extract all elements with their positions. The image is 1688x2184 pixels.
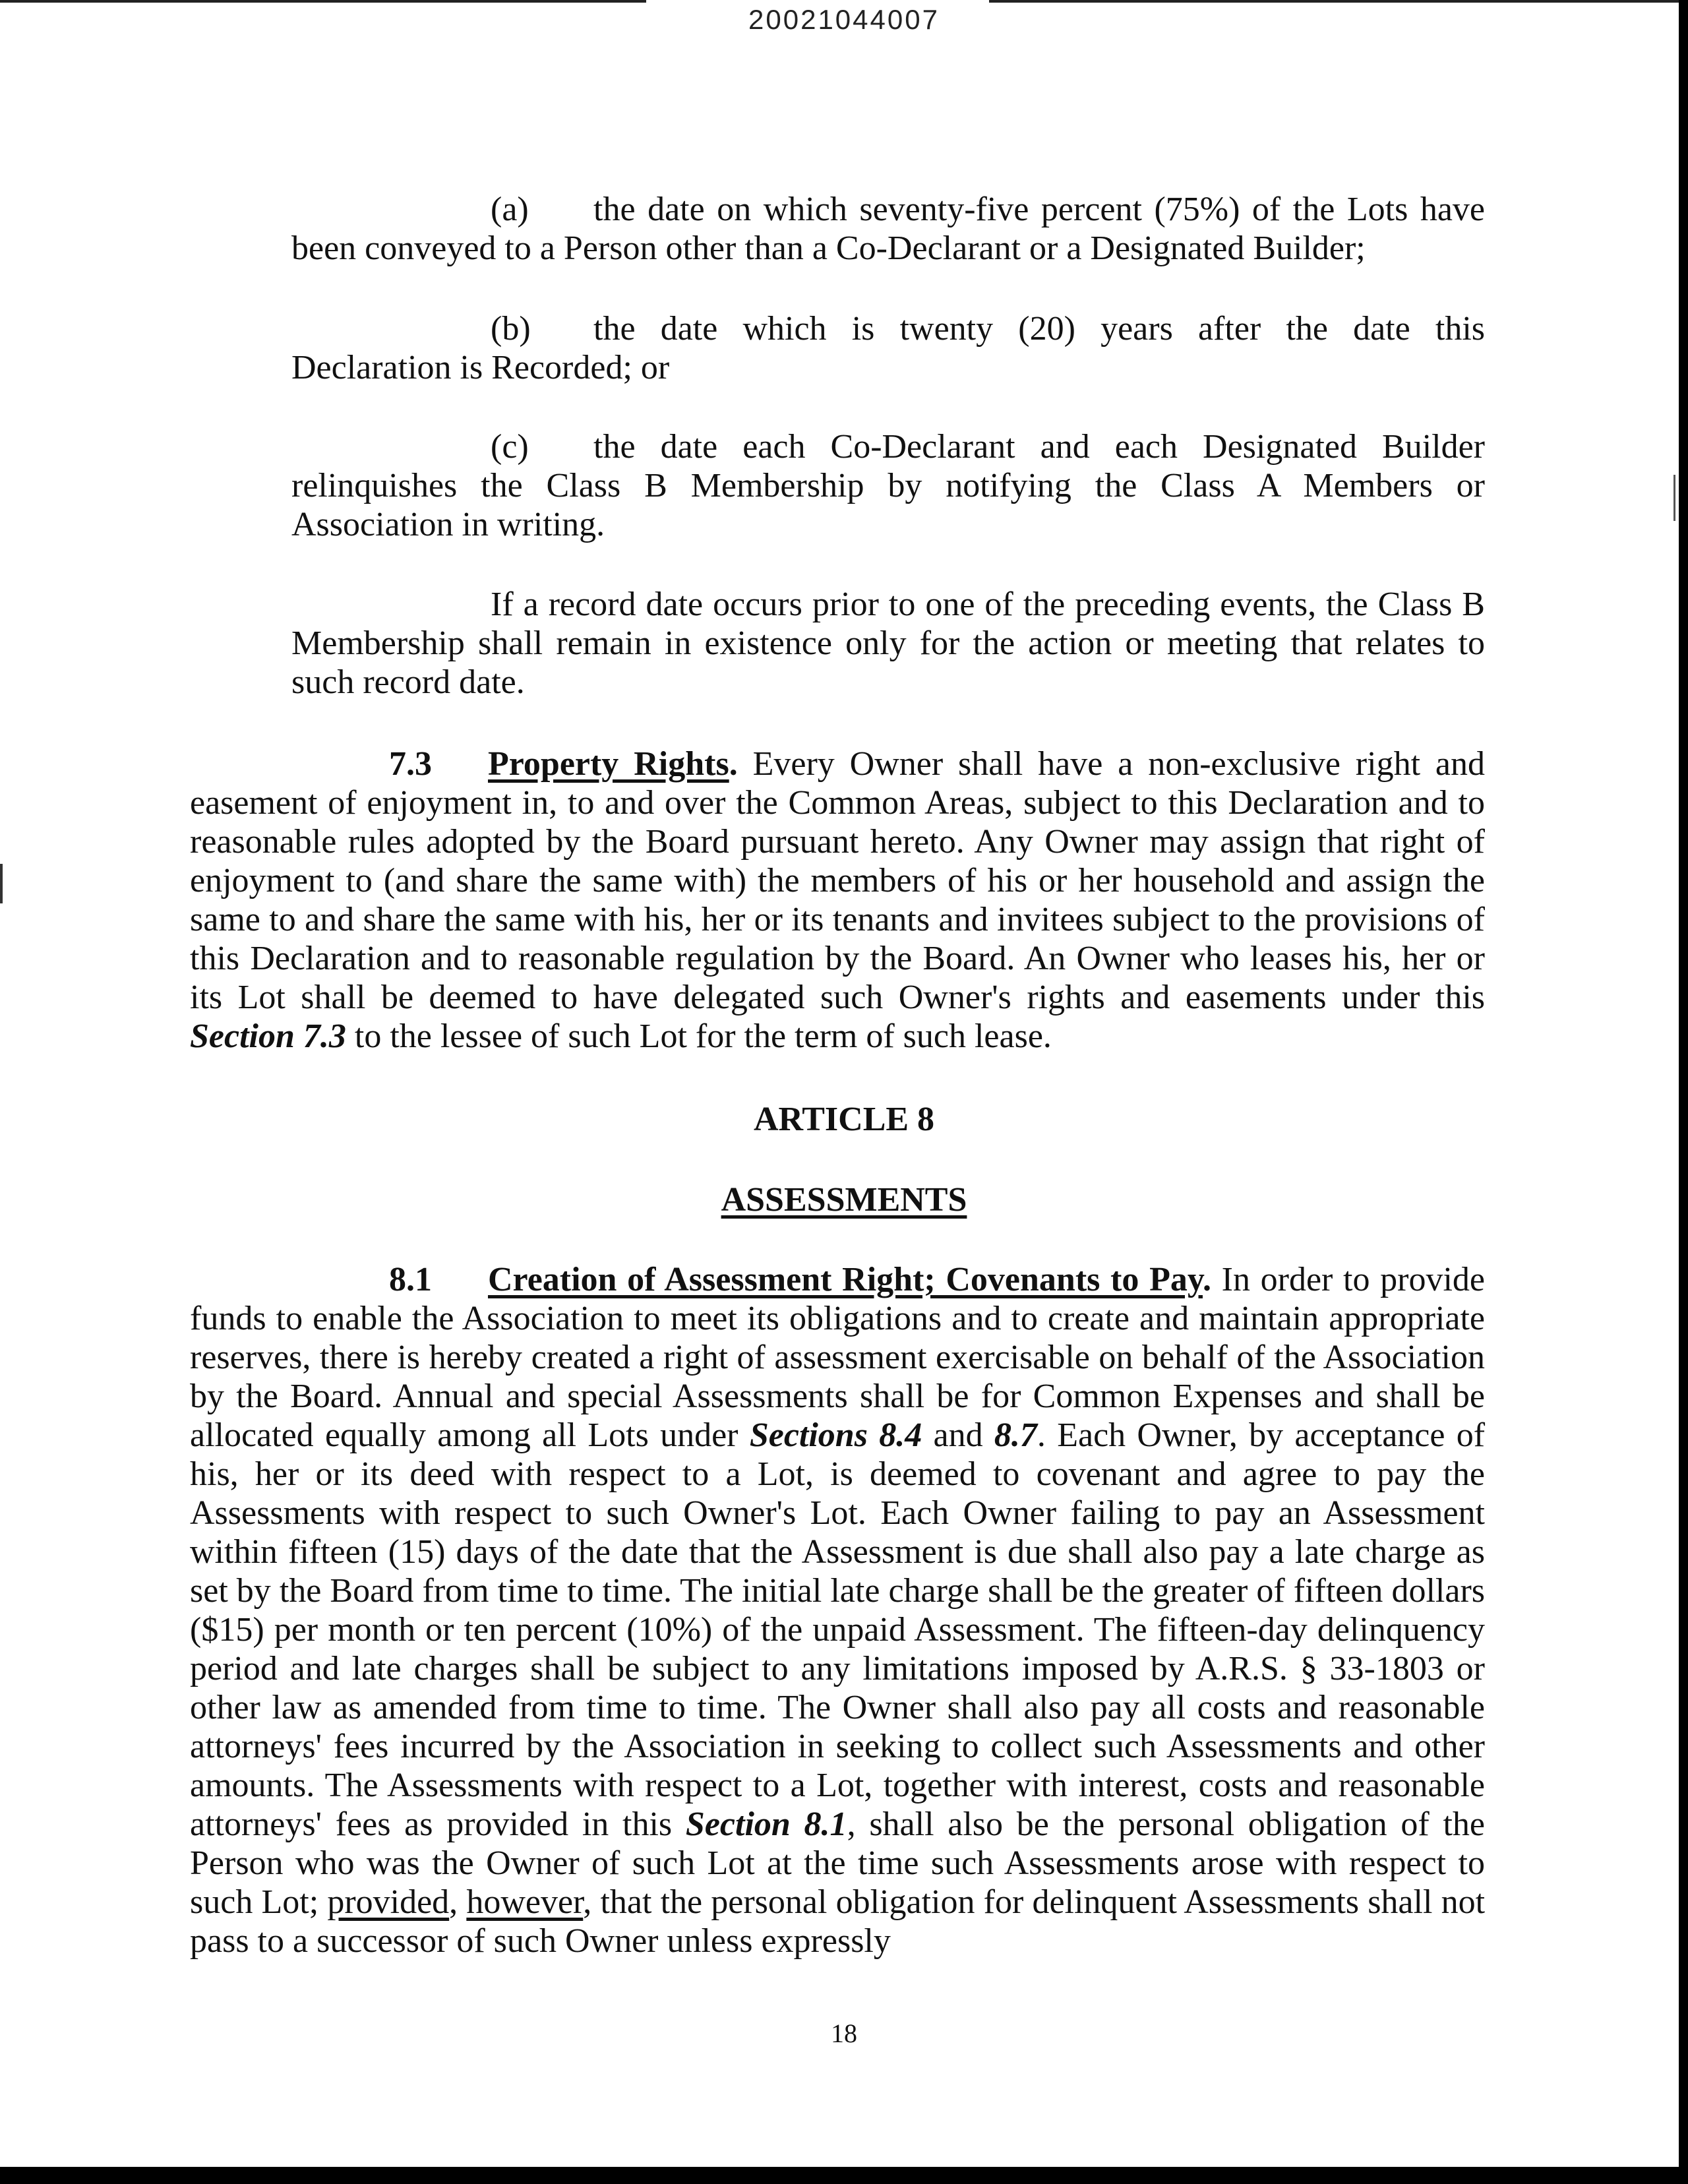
scan-right-border xyxy=(1679,0,1688,2184)
scan-top-rule-right xyxy=(989,0,1688,3)
page-number: 18 xyxy=(831,2018,857,2048)
section-8-1: 8.1 Creation of Assessment Right; Covenants to Pay. In order to provide funds to enable the Association to meet its obligations and to create and maintain appropriate reserves, there is hereby created a right of assessment exercisable on behalf of the Association by the Board. Annual and special Assessments shall be for Common Expenses and shall be allocated equally among all Lots under Sections 8.4 and 8.7. Each Owner, by acceptance of his, her or its deed with respect to a Lot, is deemed to covenant and agree to pay the Assessments with respect to such Owner's Lot. Each Owner failing to pay an Assessment within fifteen (15) days of the date that the Assessment is due shall also pay a late charge as set by the Board from time to time. The initial late charge shall be the greater of fifteen dollars ($15) per month or ten percent (10%) of the unpaid Assessment. The fifteen-day delinquency period and late charges shall be subject to any limitations imposed by A.R.S. § 33-1803 or other law as amended from time to time. The Owner shall also pay all costs and reasonable attorneys' fees incurred by the Association in seeking to collect such Assessments and other amounts. The Assessments with respect to a Lot, together with interest, costs and reasonable attorneys' fees as provided in this Section 8.1, shall also be the personal obligation of the Person who was the Owner of such Lot at the time such Assessments arose with respect to such Lot; provided, however, that the personal obligation for delinquent Assessments shall not pass to a successor of such Owner unless expressly xyxy=(190,1261,1486,1960)
scan-artifact-mark xyxy=(0,864,3,903)
article-title-wrap xyxy=(0,1180,1688,1219)
emphasis-provided: provided xyxy=(327,1883,450,1921)
record-date-paragraph xyxy=(291,585,1485,702)
item-text: the date which is twenty (20) years after the date this Declaration is Recorded; or xyxy=(291,310,1485,386)
conjunction: and xyxy=(933,1416,983,1454)
section-reference: Section 7.3 xyxy=(190,1017,346,1055)
scan-top-rule-left xyxy=(0,0,646,3)
section-text: to the lessee of such Lot for the term of such lease. xyxy=(354,1017,1052,1055)
item-text: the date on which seventy-five percent (75%) of the Lots have been conveyed to a Person other than a Co-Declarant or a Designated Builder; xyxy=(291,191,1485,267)
section-text: Each Owner, by acceptance of his, her or its deed with respect to a Lot, is deemed to covenant and agree to pay the Assessments with respect to such Owner's Lot. Each Owner failing to pay an Assessment within fifteen (15) days of the date that the Assessment is due shall also pay a late charge as set by the Board from time to time. The initial late charge shall be the greater of fifteen dollars ($15) per month or ten percent (10%) of the unpaid Assessment. The fifteen-day delinquency period and late charges shall be subject to any limitations imposed by A.R.S. § 33-1803 or other law as amended from time to time. The Owner shall also pay all costs and reasonable attorneys' fees incurred by the Association in seeking to collect such Assessments and other amounts. The Assessments with respect to a Lot, together with interest, costs and reasonable attorneys' fees as provided in this xyxy=(190,1416,1486,1843)
paragraph-text: If a record date occurs prior to one of the preceding events, the Class B Membership shall remain in existence only for the action or meeting that relates to such record date. xyxy=(291,586,1485,701)
article-number: ARTICLE 8 xyxy=(753,1101,935,1138)
section-title: Creation of Assessment Right; Covenants to Pay xyxy=(488,1261,1203,1298)
list-item-b xyxy=(291,309,1485,387)
section-text: shall also be the personal obligation of the Person who was the Owner of such Lot at the time such Assessments arose with respect to such Lot; xyxy=(190,1805,1485,1921)
section-reference: Section 8.1 xyxy=(685,1805,847,1843)
item-label: (b) xyxy=(491,310,531,348)
section-text: that the personal obligation for delinquent Assessments shall not pass to a successor of such Owner unless expressly xyxy=(190,1883,1486,1960)
list-item-a xyxy=(291,190,1485,268)
article-title: ASSESSMENTS xyxy=(721,1181,967,1219)
item-label: (a) xyxy=(491,191,529,228)
emphasis-however: however xyxy=(466,1883,584,1921)
section-text: Every Owner shall have a non-exclusive right and easement of enjoyment in, to and over the Common Areas, subject to this Declaration and to reasonable rules adopted by the Board pursuant hereto. Any Owner may assign that right of enjoyment to (and share the same with) the members of his or her household and assign the same to and share the same with his, her or its tenants and invitees subject to the provisions of this Declaration and to reasonable regulation by the Board. An Owner who leases his, her or its Lot shall be deemed to have delegated such Owner's rights and easements under this xyxy=(190,745,1486,1016)
document-number: 20021044007 xyxy=(748,4,940,35)
scan-artifact-mark xyxy=(1673,475,1675,521)
section-number: 8.1 xyxy=(389,1261,432,1298)
section-reference: Sections 8.4 xyxy=(749,1416,922,1454)
list-item-c xyxy=(291,427,1485,544)
item-text: the date each Co-Declarant and each Designated Builder relinquishes the Class B Membership by notifying the Class A Members or Association in writing. xyxy=(291,428,1485,543)
section-reference: 8.7 xyxy=(994,1416,1037,1454)
section-number: 7.3 xyxy=(389,745,432,783)
section-7-3: 7.3 Property Rights. Every Owner shall have a non-exclusive right and easement of enjoyment in, to and over the Common Areas, subject to this Declaration and to reasonable rules adopted by the Board pursuant hereto. Any Owner may assign that right of enjoyment to (and share the same with) the members of his or her household and assign the same to and share the same with his, her or its tenants and invitees subject to the provisions of this Declaration and to reasonable regulation by the Board. An Owner who leases his, her or its Lot shall be deemed to have delegated such Owner's rights and easements under this Section 7.3 to the lessee of such Lot for the term of such lease. xyxy=(190,745,1486,1055)
item-label: (c) xyxy=(491,428,529,466)
scan-bottom-border xyxy=(0,2167,1688,2184)
section-title: Property Rights xyxy=(488,745,729,783)
section-text: In order to provide funds to enable the Association to meet its obligations and to create and maintain appropriate reserves, there is hereby created a right of assessment exercisable on behalf of the Association by the Board. Annual and special Assessments shall be for Common Expenses and shall be allocated equally among all Lots under xyxy=(190,1261,1486,1454)
